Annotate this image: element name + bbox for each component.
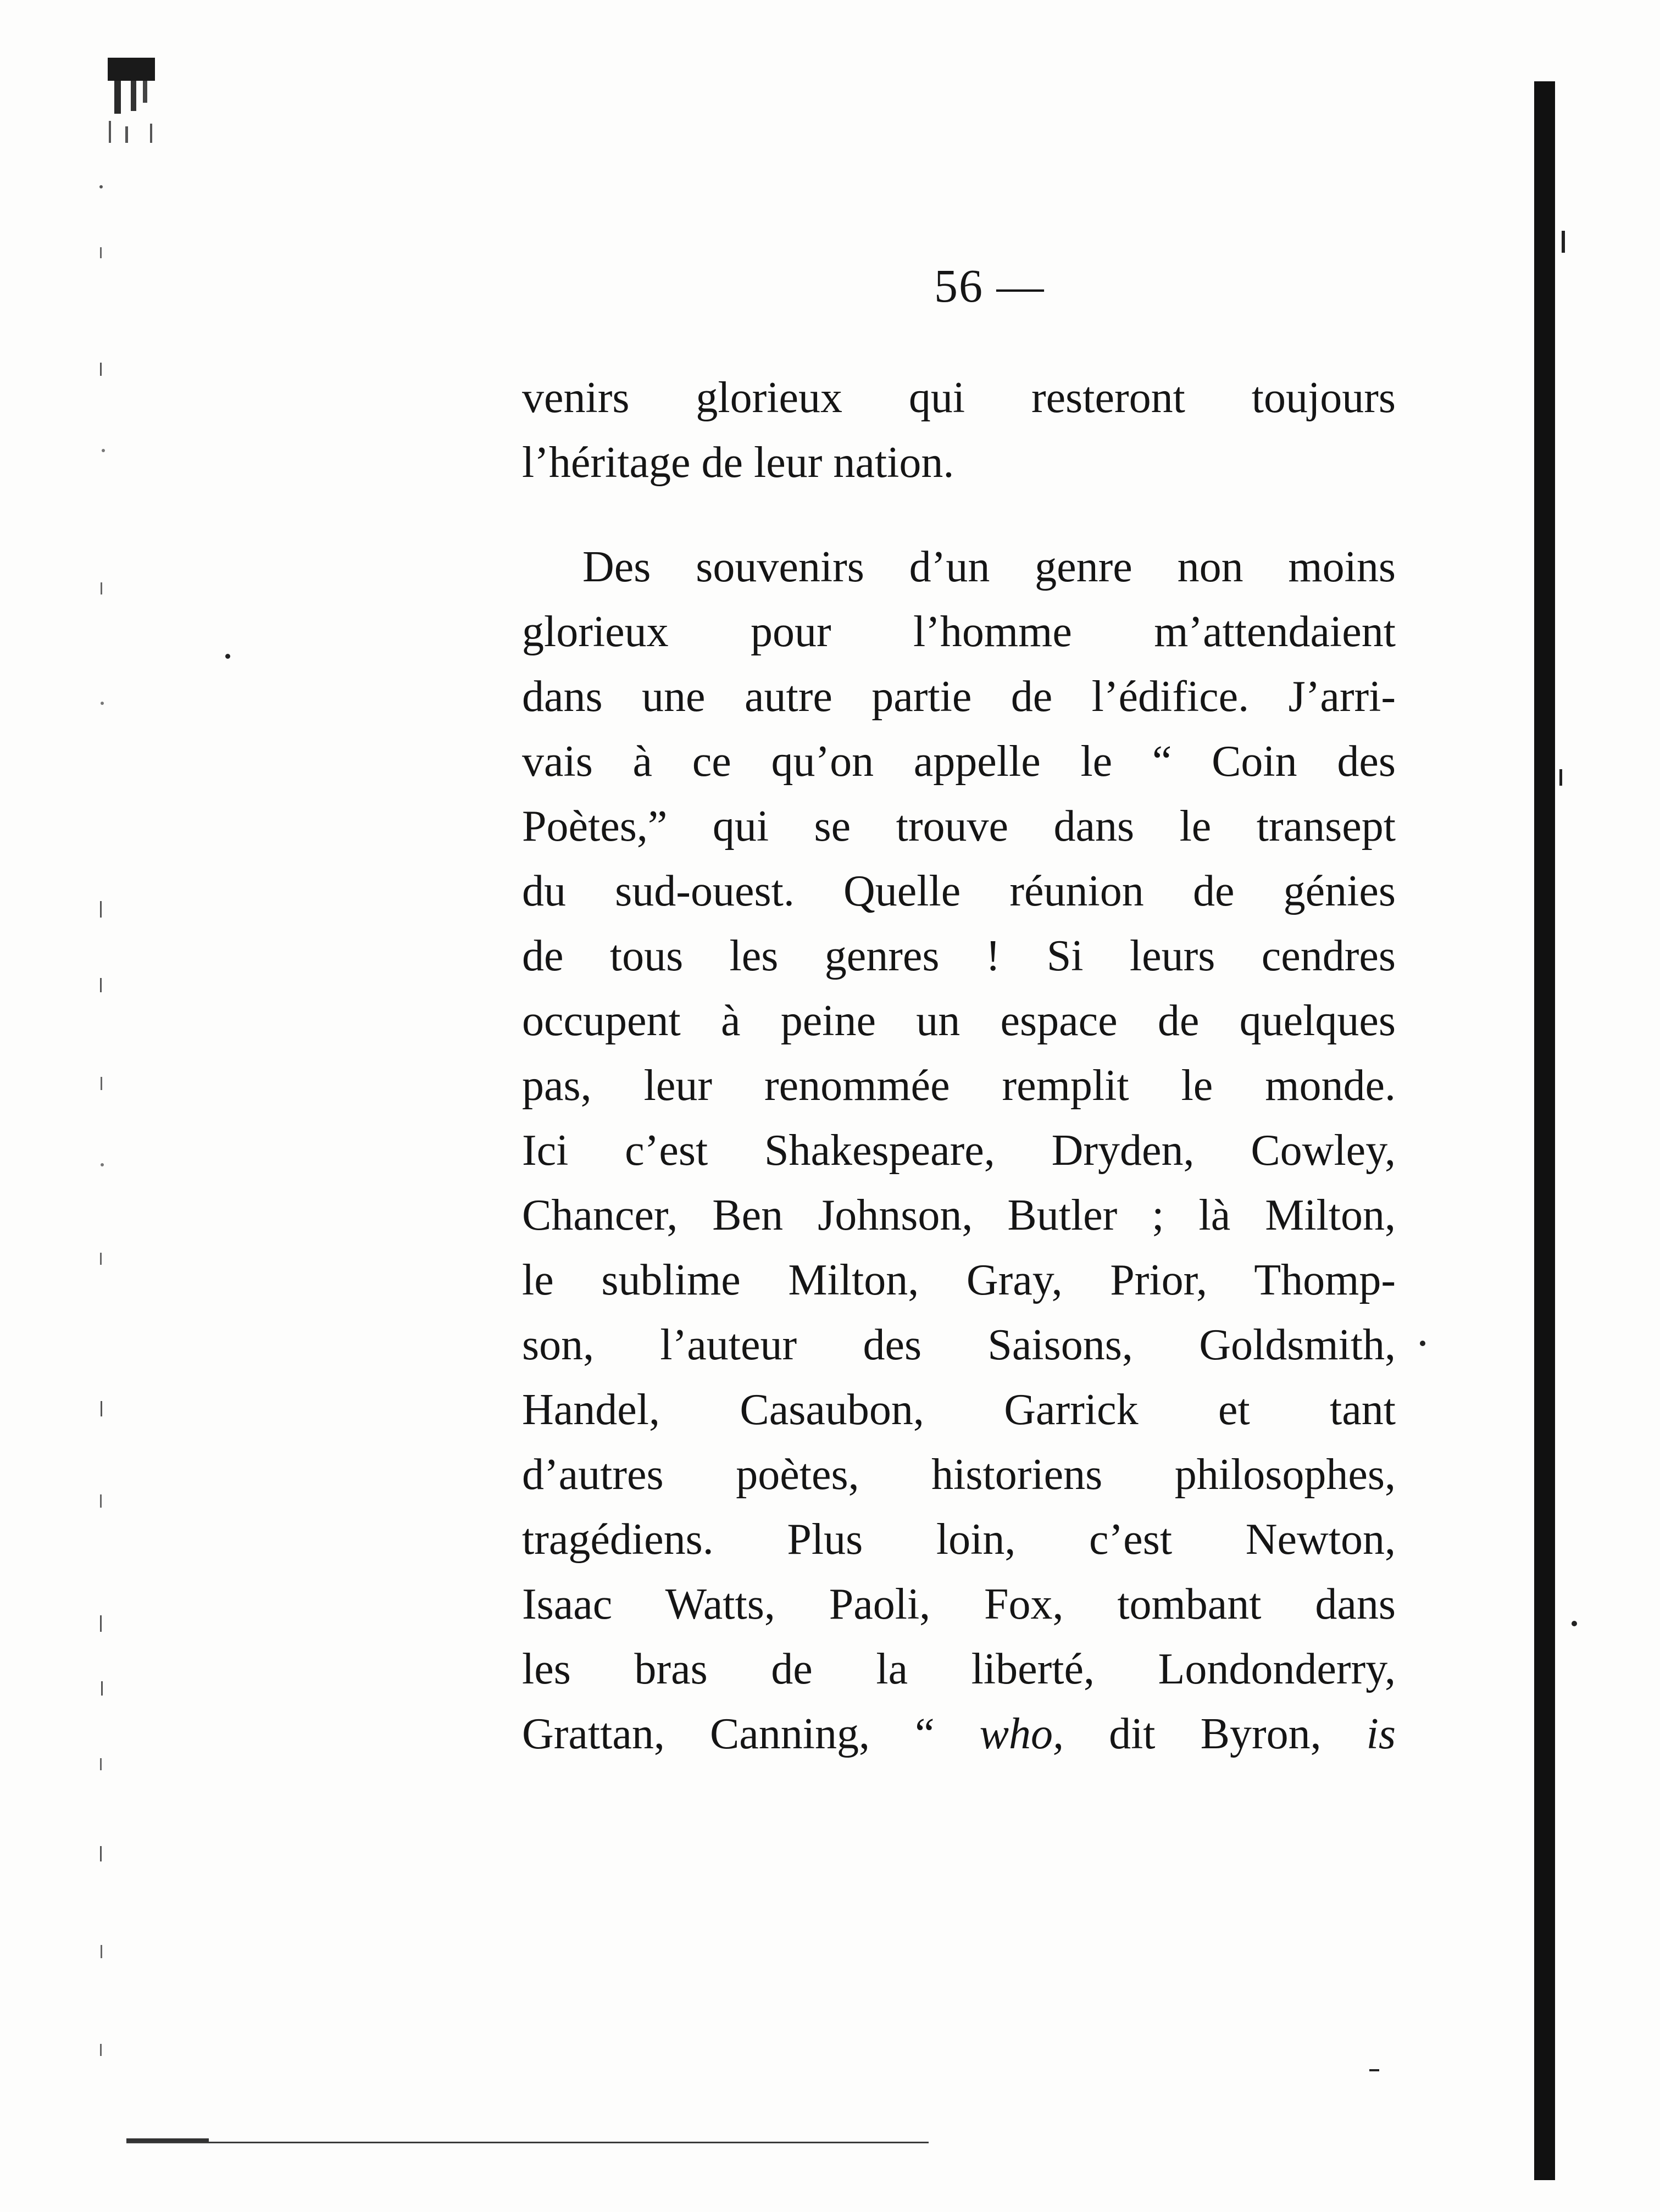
text-line: occupent à peine un espace de quelques bbox=[522, 997, 1396, 1045]
scan-speck bbox=[225, 654, 230, 659]
text-run: dit Byron, bbox=[1064, 1710, 1367, 1758]
scan-speck bbox=[1369, 2069, 1379, 2071]
text-line: d’autres poètes, historiens philosophes, bbox=[522, 1450, 1396, 1499]
paragraph-1 bbox=[522, 365, 1396, 495]
text-line: tragédiens. Plus loin, c’est Newton, bbox=[522, 1515, 1396, 1564]
page-number: 56 — bbox=[934, 259, 1045, 312]
scan-artifact-margin-marks-icon bbox=[98, 165, 114, 2121]
scan-speck bbox=[1420, 1341, 1425, 1346]
text-line: Des souvenirs d’un genre non moins bbox=[582, 543, 1396, 591]
text-run: Grattan, Canning, “ bbox=[522, 1710, 980, 1758]
scan-speck bbox=[1559, 769, 1562, 786]
text-line: Chancer, Ben Johnson, Butler ; là Milton, bbox=[522, 1191, 1396, 1240]
text-line: vais à ce qu’on appelle le “ Coin des bbox=[522, 737, 1396, 786]
scan-artifact-corner-icon bbox=[103, 55, 164, 159]
body-text bbox=[522, 365, 1396, 1766]
binding-edge bbox=[1534, 81, 1555, 2180]
scan-speck bbox=[1572, 1621, 1577, 1626]
scan-speck bbox=[1562, 231, 1565, 253]
text-line: le sublime Milton, Gray, Prior, Thomp- bbox=[522, 1256, 1396, 1304]
text-line: pas, leur renommée remplit le monde. bbox=[522, 1061, 1396, 1110]
text-line: son, l’auteur des Saisons, Goldsmith, bbox=[522, 1321, 1396, 1369]
paragraph-2 bbox=[522, 535, 1396, 1766]
italic-word: who, bbox=[979, 1710, 1064, 1758]
text-line: les bras de la liberté, Londonderry, bbox=[522, 1645, 1396, 1693]
text-line: Ici c’est Shakespeare, Dryden, Cowley, bbox=[522, 1126, 1396, 1175]
text-line: venirs glorieux qui resteront toujours bbox=[522, 374, 1396, 422]
paragraph-gap bbox=[522, 495, 1396, 535]
bottom-rule bbox=[126, 2142, 929, 2143]
text-line: Poètes,” qui se trouve dans le transept bbox=[522, 802, 1396, 851]
text-line: glorieux pour l’homme m’attendaient bbox=[522, 608, 1396, 656]
text-line-final bbox=[522, 1702, 1396, 1766]
text-line: de tous les genres ! Si leurs cendres bbox=[522, 932, 1396, 980]
italic-word: is bbox=[1366, 1710, 1396, 1758]
text-line: Isaac Watts, Paoli, Fox, tombant dans bbox=[522, 1580, 1396, 1629]
text-line: du sud-ouest. Quelle réunion de génies bbox=[522, 867, 1396, 915]
text-line: Handel, Casaubon, Garrick et tant bbox=[522, 1386, 1396, 1434]
text-line: dans une autre partie de l’édifice. J’arri- bbox=[522, 673, 1396, 721]
text-line: l’héritage de leur nation. bbox=[522, 438, 954, 487]
